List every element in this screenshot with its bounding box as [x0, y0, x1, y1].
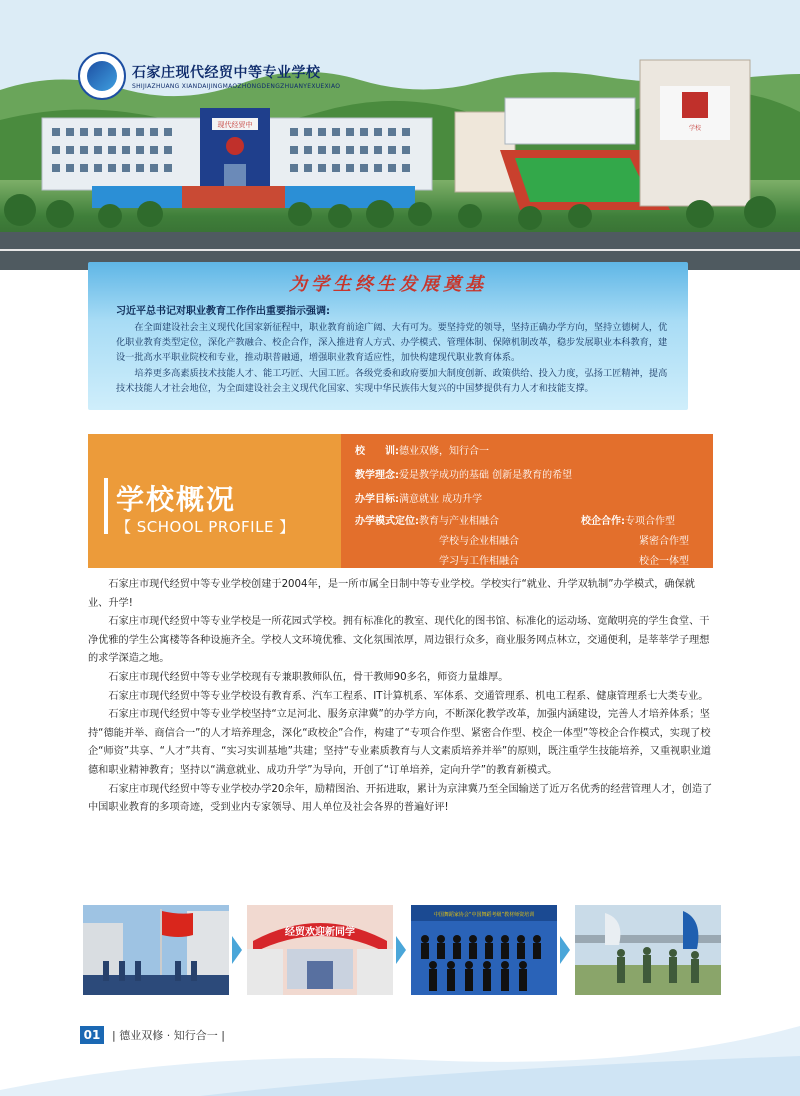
coop-item: 紧密合作型 [639, 536, 689, 547]
dance-training-photo [408, 902, 560, 998]
photo-strip [80, 902, 720, 998]
body-paragraph: 石家庄市现代经贸中等专业学校办学20余年，励精图治、开拓进取，累计为京津冀乃至全国输送了近万名优秀的经营管理人才，创造了中国职业教育的多项奇迹，受到业内专家领导、用人单位及社会各界的普遍好评! [88, 783, 713, 814]
motto-key: 校 训: [355, 446, 399, 457]
military-training-photo [572, 902, 724, 998]
school-name-pinyin: SHIJIAZHUANG XIANDAIJINGMAOZHONGDENGZHUANYEXUEXIAO [132, 83, 341, 90]
directive-panel [88, 262, 688, 410]
footer-motto: | 德业双修 · 知行合一 | [112, 1029, 225, 1042]
mode-item: 学习与工作相融合 [439, 556, 519, 567]
arrow-icon [560, 936, 570, 964]
school-emblem-icon [78, 52, 126, 100]
profile-title: 学校概况 [116, 483, 237, 516]
mode-key: 办学模式定位: [355, 516, 419, 527]
body-paragraph: 石家庄市现代经贸中等专业学校是一所花园式学校。拥有标准化的教室、现代化的图书馆、标准化的运动场、宽敞明亮的学生食堂、干净优雅的学生公寓楼等各种设施齐全。学校人文环境优雅、文化氛围浓厚，周边银行众多，商业服务网点林立，交通便利，是莘莘学子理想的求学深造之地。 [88, 616, 710, 665]
campus-aerial-photo [0, 0, 800, 270]
arrow-icon [232, 936, 242, 964]
body-paragraph: 石家庄市现代经贸中等专业学校坚持“立足河北、服务京津冀”的办学方向，不断深化教学改革，加强内涵建设，完善人才培养体系；坚持“德能并举、商信合一”的人才培养理念，深化“政校企”合作，构建了“专项合作型、紧密合作型、校企一体型”等校企合作模式，实现了校企“师资”共享、“人才”共育、“实习实训基地”共建；坚持“专业素质教育与人文素质培养并举”的原则，既注重学生技能培养，又重视职业道德和职业精神教育；坚持以“满意就业、成功升学”为导向，开创了“订单培养，定向升学”的教育新模式。 [88, 709, 711, 776]
training-banner-text: 中国舞蹈家协会“中国舞蹈考级”教材师资培训 [433, 912, 535, 918]
campus-illustration [0, 0, 800, 270]
body-paragraph: 石家庄市现代经贸中等专业学校现有专兼职教师队伍，骨干教师90多名，师资力量雄厚。 [108, 671, 509, 683]
profile-title-block [88, 434, 341, 568]
slogan-heading: 为学生终生发展奠基 [289, 274, 487, 295]
tower-sign: 学校 [688, 125, 702, 132]
idea-value: 爱是教学成功的基础 创新是教育的希望 [399, 470, 573, 481]
title-accent-bar [104, 478, 108, 534]
directive-lead: 习近平总书记对职业教育工作作出重要指示强调: [116, 306, 330, 317]
mode-item: 学校与企业相融合 [439, 536, 519, 547]
body-paragraph: 石家庄市现代经贸中等专业学校创建于2004年，是一所市属全日制中等专业学校。学校实行“就业、升学双轨制”办学模式，确保就业、升学! [88, 579, 695, 609]
welcome-banner-text: 经贸欢迎新同学 [285, 927, 355, 938]
school-logo-block [78, 52, 340, 100]
school-profile-banner [88, 434, 713, 568]
motto-value: 德业双修，知行合一 [399, 446, 489, 457]
gate-sign: 现代经贸中 [217, 121, 253, 129]
profile-subtitle: 【 SCHOOL PROFILE 】 [116, 518, 295, 536]
coop-item: 校企一体型 [639, 556, 689, 567]
page-number-badge: 01 [80, 1026, 104, 1044]
goal-value: 满意就业 成功升学 [399, 494, 483, 505]
goal-key: 办学目标: [355, 494, 399, 505]
directive-paragraph: 培养更多高素质技术技能人才、能工巧匠、大国工匠。各级党委和政府要加大制度创新、政策供给、投入力度，弘扬工匠精神，提高技术技能人才社会地位，为全面建设社会主义现代化国家、实现中华民族伟大复兴的中国梦提供有力人才和技能支撑。 [116, 368, 668, 394]
school-name: 石家庄现代经贸中等专业学校 [132, 65, 321, 81]
profile-facts-block [341, 434, 713, 568]
idea-key: 教学理念: [355, 470, 399, 481]
coop-item: 专项合作型 [625, 516, 675, 527]
directive-paragraph: 在全面建设社会主义现代化国家新征程中，职业教育前途广阔、大有可为。要坚持党的领导，坚持正确办学方向，坚持立德树人，优化职业教育类型定位，深化产教融合、校企合作，深入推进育人方式、办学模式、管理体制、保障机制改革，稳步发展职业本科教育，建设一批高水平职业院校和专业，推动职普融通，增强职业教育适应性，加快构建现代职业教育体系。 [116, 322, 668, 363]
mode-item: 教育与产业相融合 [419, 516, 499, 527]
profile-body-text [88, 576, 713, 818]
body-paragraph: 石家庄市现代经贸中等专业学校设有教育系、汽车工程系、IT计算机系、军体系、交通管理系、机电工程系、健康管理系七大类专业。 [108, 690, 709, 702]
flag-raising-photo [80, 902, 232, 998]
welcome-gate-photo [244, 902, 396, 998]
coop-key: 校企合作: [581, 516, 625, 527]
arrow-icon [396, 936, 406, 964]
